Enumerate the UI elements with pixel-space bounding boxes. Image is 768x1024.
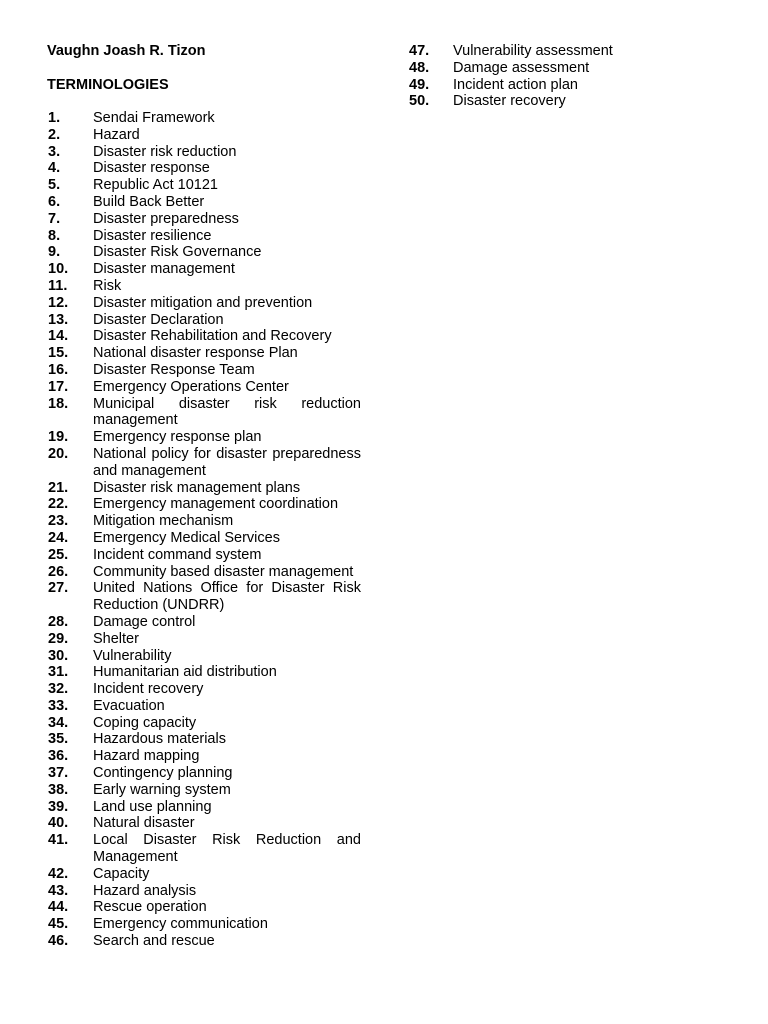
item-number: 7. [48,210,61,227]
item-text: Contingency planning [93,765,233,782]
list-item [48,798,361,816]
item-text: United Nations Office for Disaster Risk Reduction (UNDRR) [93,580,361,614]
item-number: 5. [48,177,61,194]
item-text: Disaster mitigation and prevention [93,294,313,311]
list-item [48,916,361,933]
list-item [48,899,361,916]
list-item [48,865,361,883]
item-text: Sendai Framework [93,110,215,126]
item-text: Emergency communication [93,916,268,933]
list-item [48,361,361,379]
item-text: Damage control [93,613,196,630]
item-number: 23. [48,513,69,530]
item-number: 26. [48,563,69,580]
item-number: 3. [48,143,61,160]
item-text: Community based disaster management [93,563,354,580]
item-text: Coping capacity [93,714,197,731]
list-item [48,378,361,396]
item-text: Early warning system [93,781,231,798]
list-item [48,697,361,715]
list-item [48,277,361,295]
list-item [48,496,361,513]
item-number: 18. [48,395,69,412]
list-item [48,110,361,127]
list-item [48,748,361,765]
item-number: 11. [48,277,68,294]
list-item [48,832,361,866]
item-number: 48. [409,59,430,76]
item-number: 44. [48,899,69,916]
list-item [48,781,361,799]
item-text: Incident command system [93,546,262,563]
item-text: Disaster risk reduction [93,143,237,160]
item-number: 36. [48,748,69,765]
list-item [48,630,361,648]
item-text: Hazard mapping [93,748,200,765]
item-number: 28. [48,613,69,630]
list-item [48,664,361,681]
item-number: 27. [48,580,69,597]
item-text: Disaster Response Team [93,361,255,378]
item-text: Emergency Operations Center [93,378,289,395]
item-text: Shelter [93,630,139,647]
item-text: Republic Act 10121 [93,177,218,194]
item-text: Build Back Better [93,193,205,210]
item-number: 8. [48,227,61,244]
list-item [48,882,361,900]
item-number: 2. [48,126,61,143]
list-item [409,43,723,60]
list-item [409,93,723,110]
list-item [48,731,361,748]
list-item [48,580,361,614]
item-number: 40. [48,815,69,832]
list-item [48,429,361,446]
list-item [48,513,361,530]
item-number: 10. [48,261,69,278]
list-item [48,177,361,194]
section-heading: TERMINOLOGIES [47,77,169,93]
item-text: Emergency management coordination [93,496,339,513]
list-item [48,160,361,177]
item-text: Humanitarian aid distribution [93,664,277,681]
item-text: Hazardous materials [93,731,226,748]
list-item [48,529,361,547]
item-text: Hazard [93,126,140,143]
item-number: 43. [48,882,69,899]
list-item [409,59,723,77]
list-item [48,294,361,312]
list-item [48,261,361,278]
terminology-list-right [409,43,723,110]
author-name: Vaughn Joash R. Tizon [47,43,206,59]
list-item [48,546,361,564]
item-number: 50. [409,93,430,110]
list-item [48,445,361,480]
item-number: 31. [48,664,69,681]
list-item [48,479,361,497]
item-text: Emergency Medical Services [93,529,280,546]
list-item [48,933,361,950]
item-text: Disaster risk management plans [93,479,301,496]
item-number: 32. [48,681,69,698]
item-number: 20. [48,445,69,462]
item-text: Disaster recovery [453,93,566,110]
list-item [48,681,361,698]
list-item [48,815,361,832]
list-item [48,210,361,228]
item-number: 33. [48,697,69,714]
item-text: Disaster Declaration [93,311,224,328]
item-number: 46. [48,933,69,950]
item-number: 25. [48,546,69,563]
list-item [48,345,361,362]
item-text: Rescue operation [93,899,207,916]
item-number: 41. [48,832,69,849]
list-item [48,714,361,732]
list-item [48,395,361,430]
item-text: Search and rescue [93,933,215,950]
item-text: Land use planning [93,798,212,815]
list-item [48,613,361,631]
item-number: 1. [48,110,61,126]
item-text: Emergency response plan [93,429,262,446]
list-item [48,193,361,211]
item-number: 16. [48,361,69,378]
list-item [48,328,361,345]
list-item [48,244,361,261]
item-number: 4. [48,160,61,177]
item-number: 45. [48,916,69,933]
item-number: 12. [48,294,69,311]
item-number: 37. [48,765,69,782]
item-number: 21. [48,479,69,496]
item-text: Disaster Risk Governance [93,244,262,261]
item-number: 38. [48,781,69,798]
item-text: Disaster Rehabilitation and Recovery [93,328,332,345]
item-number: 29. [48,630,69,647]
item-text: Vulnerability assessment [453,43,613,59]
item-number: 34. [48,714,69,731]
item-number: 24. [48,529,69,546]
item-text: Hazard analysis [93,882,197,899]
item-number: 13. [48,311,69,328]
item-number: 42. [48,865,69,882]
list-item [48,647,361,665]
item-text: National disaster response Plan [93,345,298,362]
list-item [48,143,361,161]
item-number: 49. [409,76,430,93]
list-item [48,765,361,782]
item-text: Risk [93,277,122,294]
item-text: National policy for disaster preparedness and management [93,445,361,479]
item-text: Disaster preparedness [93,210,239,227]
item-text: Disaster response [93,160,210,177]
item-text: Local Disaster Risk Reduction and Management [93,832,361,866]
item-number: 47. [409,43,430,59]
item-text: Incident recovery [93,681,204,698]
item-text: Disaster resilience [93,227,212,244]
item-number: 6. [48,193,61,210]
item-text: Disaster management [93,261,235,278]
list-item [48,563,361,581]
item-text: Municipal disaster risk reduction management [93,395,361,429]
item-text: Mitigation mechanism [93,513,234,530]
item-text: Damage assessment [453,59,590,76]
list-item [409,76,723,94]
list-item [48,227,361,245]
item-number: 15. [48,345,69,362]
item-number: 35. [48,731,69,748]
item-number: 30. [48,647,69,664]
item-number: 17. [48,378,69,395]
item-text: Vulnerability [93,647,172,664]
item-text: Capacity [93,865,150,882]
item-text: Incident action plan [453,76,578,93]
item-number: 9. [48,244,61,261]
item-number: 22. [48,496,69,513]
terminology-list-left [48,110,361,950]
item-number: 14. [48,328,69,345]
item-text: Evacuation [93,697,165,714]
list-item [48,311,361,329]
item-number: 19. [48,429,69,446]
list-item [48,126,361,144]
item-text: Natural disaster [93,815,195,832]
item-number: 39. [48,798,69,815]
